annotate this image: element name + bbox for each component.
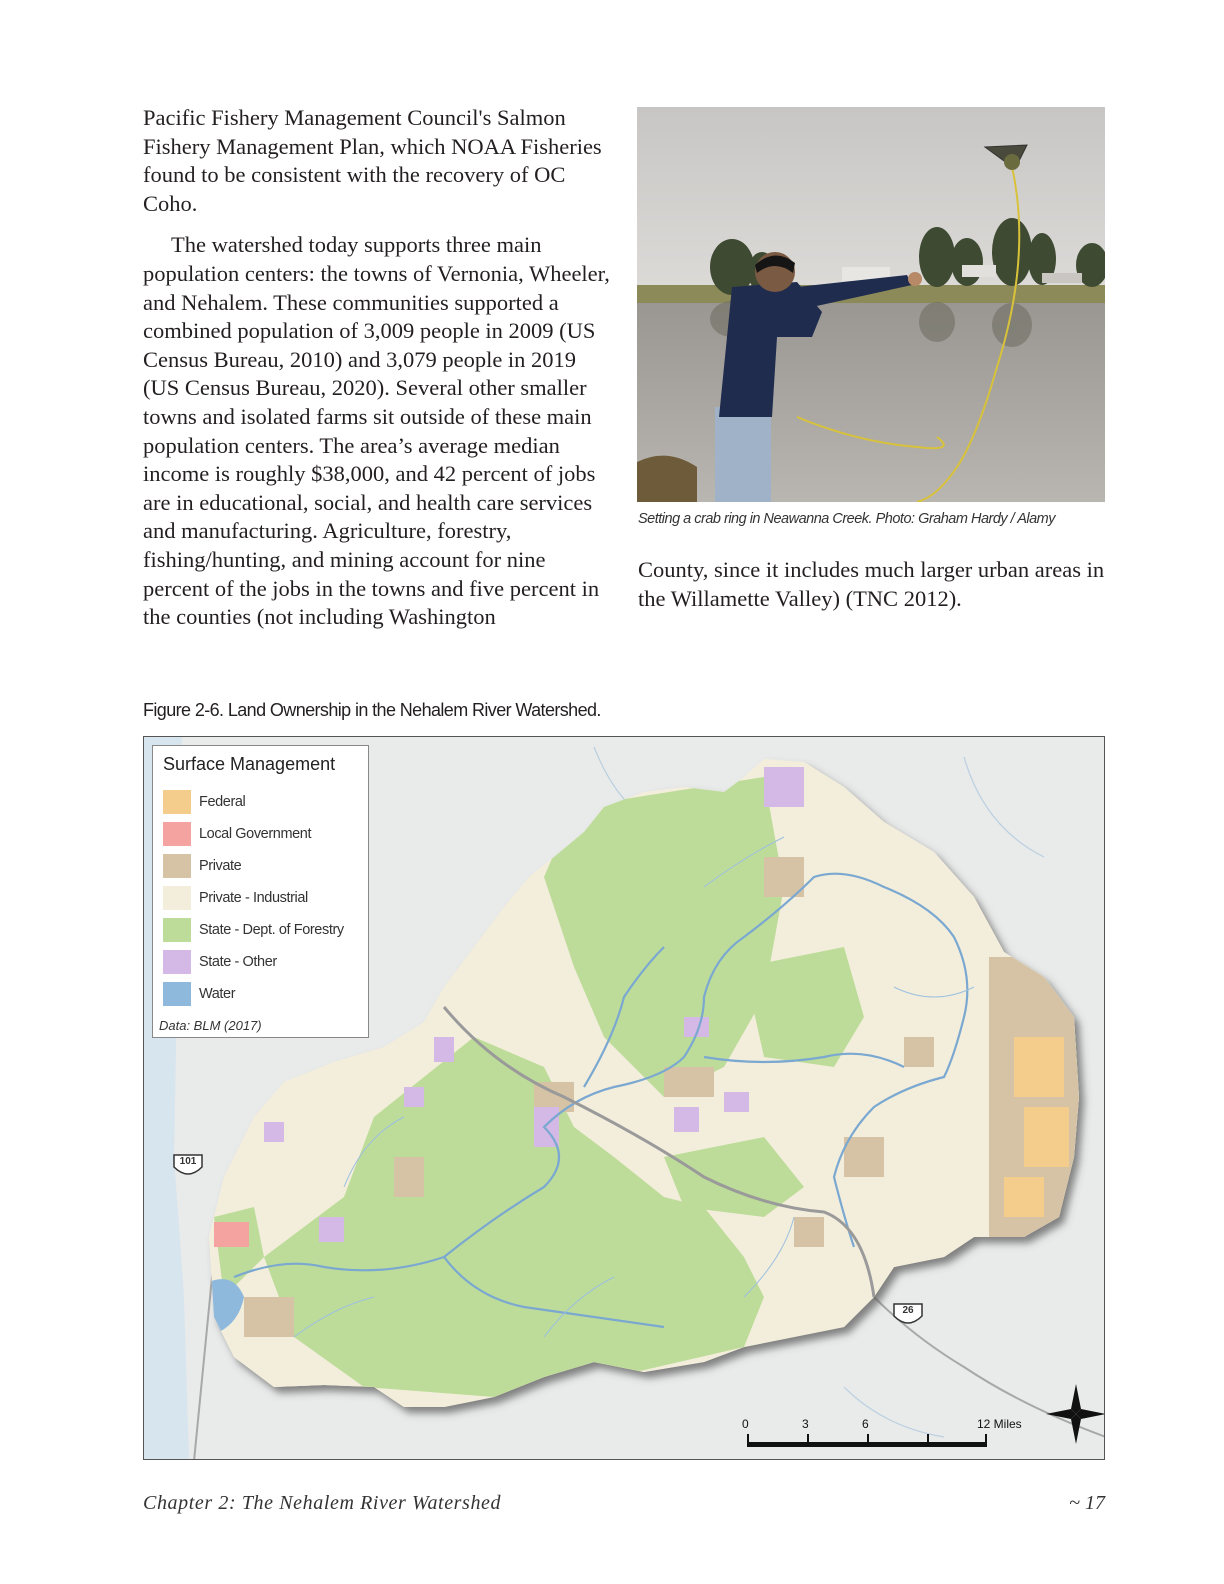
page-number: ~ 17 (1069, 1492, 1105, 1514)
legend-label: State - Dept. of Forestry (199, 922, 344, 938)
map-legend (152, 745, 369, 1038)
legend-item (163, 978, 344, 1010)
scale-bar (747, 1434, 987, 1447)
legend-swatch (163, 822, 191, 846)
legend-item (163, 914, 344, 946)
legend-label: Private - Industrial (199, 890, 308, 906)
scale-label-0: 0 (742, 1417, 749, 1431)
figure-title (143, 700, 843, 721)
footer-chapter: Chapter 2: The Nehalem River Watershed (143, 1492, 502, 1514)
legend-item (163, 882, 344, 914)
legend-title: Surface Management (163, 754, 336, 774)
scale-label-3: 3 (802, 1417, 809, 1431)
legend-label: Local Government (199, 826, 312, 842)
legend-swatch (163, 982, 191, 1006)
right-column-paragraph: County, since it includes much larger urban areas in the Willamette Valley) (TNC 2012). (638, 557, 1105, 611)
legend-label: Federal (199, 794, 246, 810)
left-column (143, 104, 613, 632)
legend-swatch (163, 918, 191, 942)
route-101-shield: 101 (179, 1156, 197, 1167)
route-26-shield: 26 (902, 1305, 914, 1316)
photo-caption: Setting a crab ring in Neawanna Creek. Photo: Graham Hardy / Alamy (638, 511, 1055, 527)
legend-label: Private (199, 858, 242, 874)
paragraph-2: The watershed today supports three main population centers: the towns of Vernonia, Wheeler, and Nehalem. These communities supported a combined population of 3,009 people in 2009 (US Census Bureau, 2010) and 3,079 people in 2019 (US Census Bureau, 2020). Several other smaller towns and isolated farms sit outside of these main population centers. The area’s average median income is roughly $38,000, and 42 percent of jobs are in educational, social, and health care services and manufacturing. Agriculture, forestry, fishing/hunting, and mining account for nine percent of the jobs in the towns and five percent in the counties (not including Washington (143, 232, 610, 630)
legend-source: Data: BLM (2017) (159, 1018, 262, 1033)
legend-item (163, 850, 344, 882)
legend-item (163, 818, 344, 850)
north-arrow-icon (1046, 1384, 1105, 1444)
legend-swatch (163, 886, 191, 910)
figure-label: Figure 2-6. (143, 700, 224, 720)
legend-item (163, 946, 344, 978)
legend-item (163, 786, 344, 818)
legend-swatch (163, 950, 191, 974)
crab-ring-photo (637, 107, 1105, 502)
figure-title-text: Land Ownership in the Nehalem River Watershed. (227, 700, 601, 720)
legend-label: State - Other (199, 954, 277, 970)
scale-label-12: 12 Miles (977, 1417, 1022, 1431)
legend-swatch (163, 854, 191, 878)
land-ownership-map (143, 736, 1105, 1460)
paragraph-1: Pacific Fishery Management Council's Salmon Fishery Management Plan, which NOAA Fisheries found to be consistent with the recovery of OC Coho. (143, 105, 602, 216)
scale-label-6: 6 (862, 1417, 869, 1431)
legend-list (163, 786, 344, 1010)
legend-label: Water (199, 986, 236, 1002)
legend-swatch (163, 790, 191, 814)
